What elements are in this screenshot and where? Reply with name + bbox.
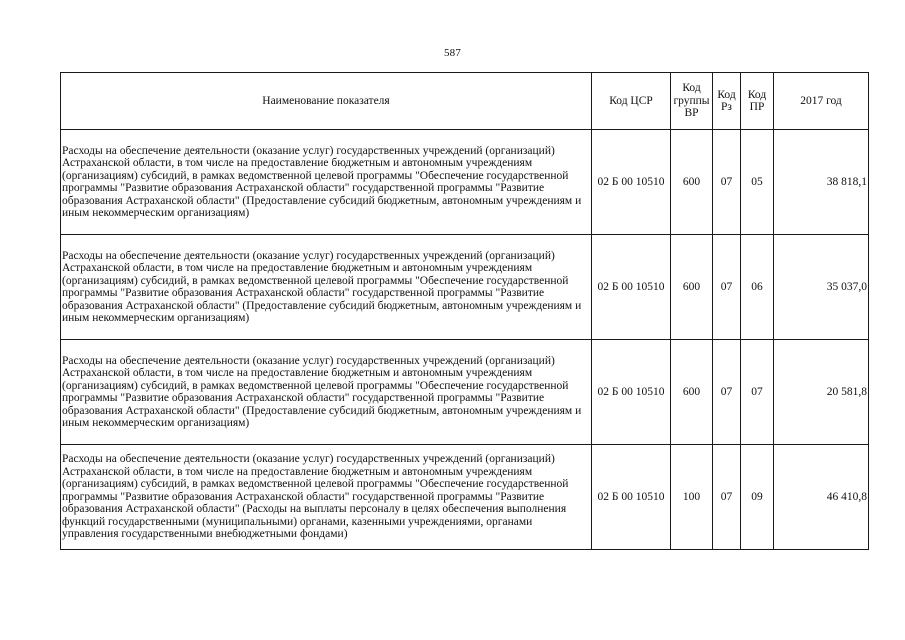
row-pr: 05 — [741, 130, 774, 235]
budget-table — [60, 72, 869, 550]
page-number: 587 — [443, 47, 462, 59]
row-csr: 02 Б 00 10510 — [592, 130, 671, 235]
row-csr: 02 Б 00 10510 — [592, 235, 671, 340]
row-name: Расходы на обеспечение деятельности (оказание услуг) государственных учреждений (организаций) Астраханской области, в том числе на предоставление бюджетным и автономным учреждениям (организациям) субсидий, в рамках ведомственной целевой программы "Обеспечение государственной программы "Развитие образования Астраханской области" государственной программы "Развитие образования Астраханской области" (Предоставление субсидий бюджетным, автономным учреждениям и иным некоммерческим организациям) — [61, 340, 592, 445]
row-rz: 07 — [713, 235, 741, 340]
row-vr: 600 — [671, 130, 713, 235]
header-year: 2017 год — [774, 73, 869, 130]
table-row — [61, 235, 869, 340]
header-vr: Код группы ВР — [671, 73, 713, 130]
header-rz: Код Рз — [713, 73, 741, 130]
row-name: Расходы на обеспечение деятельности (оказание услуг) государственных учреждений (организаций) Астраханской области, в том числе на предоставление бюджетным и автономным учреждениям (организациям) субсидий, в рамках ведомственной целевой программы "Обеспечение государственной программы "Развитие образования Астраханской области" государственной программы "Развитие образования Астраханской области" (Предоставление субсидий бюджетным, автономным учреждениям и иным некоммерческим организациям) — [61, 235, 592, 340]
row-pr: 07 — [741, 340, 774, 445]
row-amount: 38 818,1 — [774, 130, 869, 235]
row-vr: 600 — [671, 340, 713, 445]
row-rz: 07 — [713, 130, 741, 235]
row-amount: 46 410,8 — [774, 445, 869, 550]
row-pr: 06 — [741, 235, 774, 340]
table-row — [61, 130, 869, 235]
header-name: Наименование показателя — [61, 73, 592, 130]
table-header-row — [61, 73, 869, 130]
table-row — [61, 340, 869, 445]
row-csr: 02 Б 00 10510 — [592, 340, 671, 445]
row-amount: 20 581,8 — [774, 340, 869, 445]
row-name: Расходы на обеспечение деятельности (оказание услуг) государственных учреждений (организаций) Астраханской области, в том числе на предоставление бюджетным и автономным учреждениям (организациям) субсидий, в рамках ведомственной целевой программы "Обеспечение государственной программы "Развитие образования Астраханской области" государственной программы "Развитие образования Астраханской области" (Предоставление субсидий бюджетным, автономным учреждениям и иным некоммерческим организациям) — [61, 130, 592, 235]
row-pr: 09 — [741, 445, 774, 550]
table-row — [61, 445, 869, 550]
row-csr: 02 Б 00 10510 — [592, 445, 671, 550]
row-vr: 600 — [671, 235, 713, 340]
row-vr: 100 — [671, 445, 713, 550]
row-rz: 07 — [713, 445, 741, 550]
header-csr: Код ЦСР — [592, 73, 671, 130]
row-name: Расходы на обеспечение деятельности (оказание услуг) государственных учреждений (организаций) Астраханской области, в том числе на предоставление бюджетным и автономным учреждениям (организациям) субсидий, в рамках ведомственной целевой программы "Обеспечение государственной программы "Развитие образования Астраханской области" государственной программы "Развитие образования Астраханской области" (Расходы на выплаты персоналу в целях обеспечения выполнения функций государственными (муниципальными) органами, казенными учреждениями, органами управления государственными внебюджетными фондами) — [61, 445, 592, 550]
row-rz: 07 — [713, 340, 741, 445]
header-pr: Код ПР — [741, 73, 774, 130]
row-amount: 35 037,0 — [774, 235, 869, 340]
